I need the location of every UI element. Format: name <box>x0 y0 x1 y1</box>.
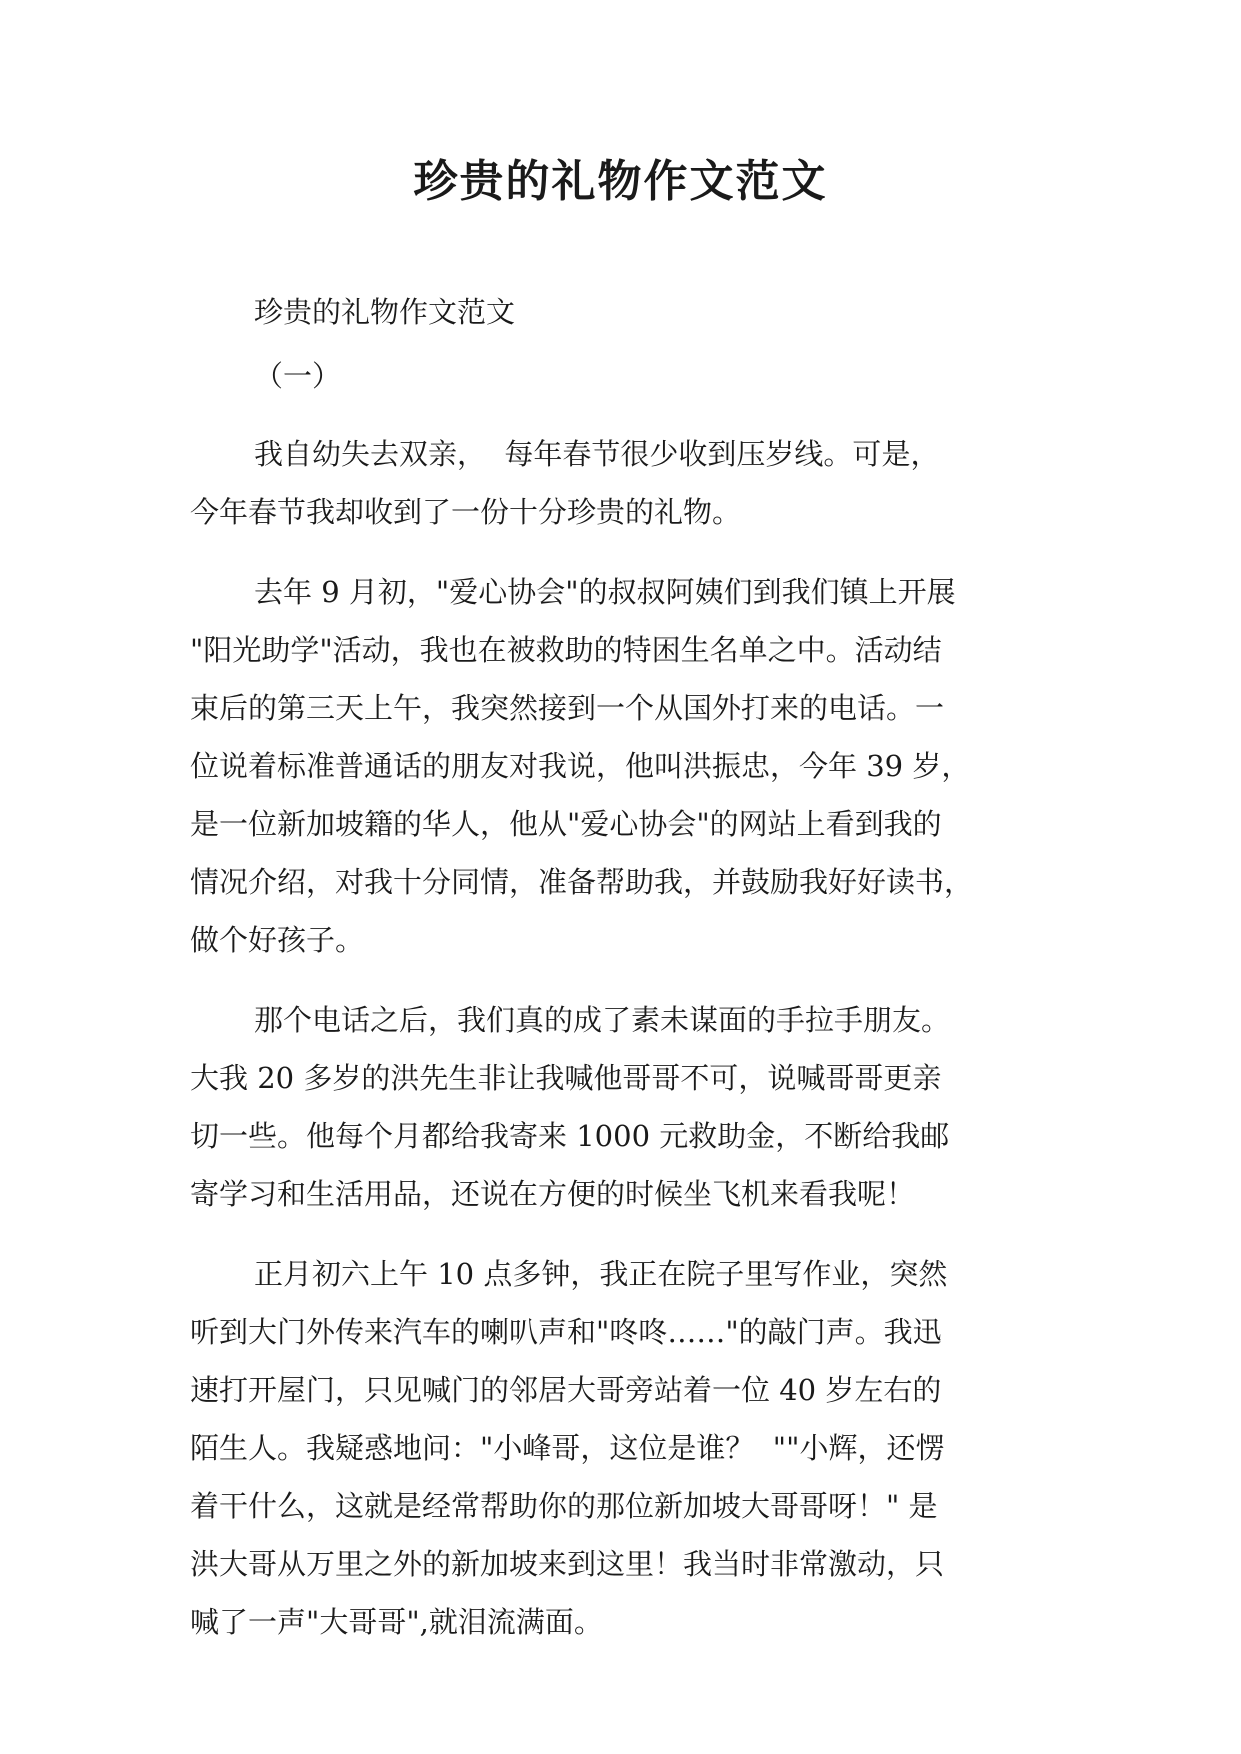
article-subtitle: 珍贵的礼物作文范文 <box>254 295 516 329</box>
paragraph-line: 是一位新加坡籍的华人，他从"爱心协会"的网站上看到我的 <box>190 807 942 841</box>
paragraph-line: 寄学习和生活用品，还说在方便的时候坐飞机来看我呢！ <box>190 1177 916 1211</box>
paragraph-line: 今年春节我却收到了一份十分珍贵的礼物。 <box>190 495 742 529</box>
paragraph-line: 切一些。他每个月都给我寄来 1000 元救助金，不断给我邮 <box>190 1119 950 1153</box>
paragraph-line: 去年 9 月初，"爱心协会"的叔叔阿姨们到我们镇上开展 <box>254 575 956 609</box>
paragraph-line: 洪大哥从万里之外的新加坡来到这里！我当时非常激动，只 <box>190 1547 945 1581</box>
paragraph-2 <box>190 563 1055 969</box>
paragraph-line: 着干什么，这就是经常帮助你的那位新加坡大哥哥呀！" 是 <box>190 1489 938 1523</box>
paragraph-line: 束后的第三天上午，我突然接到一个从国外打来的电话。一 <box>190 691 945 725</box>
paragraph-line: 情况介绍，对我十分同情，准备帮助我，并鼓励我好好读书， <box>190 865 974 899</box>
paragraph-line: 喊了一声"大哥哥",就泪流满面。 <box>190 1605 603 1639</box>
document-body <box>190 283 1055 1651</box>
paragraph-line: 我自幼失去双亲， 每年春节很少收到压岁线。可是， <box>254 437 940 471</box>
paragraph-4 <box>190 1245 1055 1651</box>
paragraph-line: 大我 20 多岁的洪先生非让我喊他哥哥不可，说喊哥哥更亲 <box>190 1061 942 1095</box>
paragraph-line: 位说着标准普通话的朋友对我说，他叫洪振忠，今年 39 岁， <box>190 749 971 783</box>
paragraph-3 <box>190 991 1055 1223</box>
paragraph-line: 做个好孩子。 <box>190 923 365 957</box>
paragraph-line: 听到大门外传来汽车的喇叭声和"咚咚……"的敲门声。我迅 <box>190 1315 942 1349</box>
paragraph-line: 正月初六上午 10 点多钟，我正在院子里写作业，突然 <box>254 1257 948 1291</box>
paragraph-line: 那个电话之后，我们真的成了素未谋面的手拉手朋友。 <box>254 1003 951 1037</box>
section-number: （一） <box>254 359 342 393</box>
paragraph-1 <box>190 425 1055 541</box>
paragraph-line: 速打开屋门，只见喊门的邻居大哥旁站着一位 40 岁左右的 <box>190 1373 942 1407</box>
paragraph-line: 陌生人。我疑惑地问："小峰哥，这位是谁？ ""小辉，还愣 <box>190 1431 945 1465</box>
paragraph-line: "阳光助学"活动，我也在被救助的特困生名单之中。活动结 <box>190 633 942 667</box>
document-title: 珍贵的礼物作文范文 <box>413 156 828 207</box>
